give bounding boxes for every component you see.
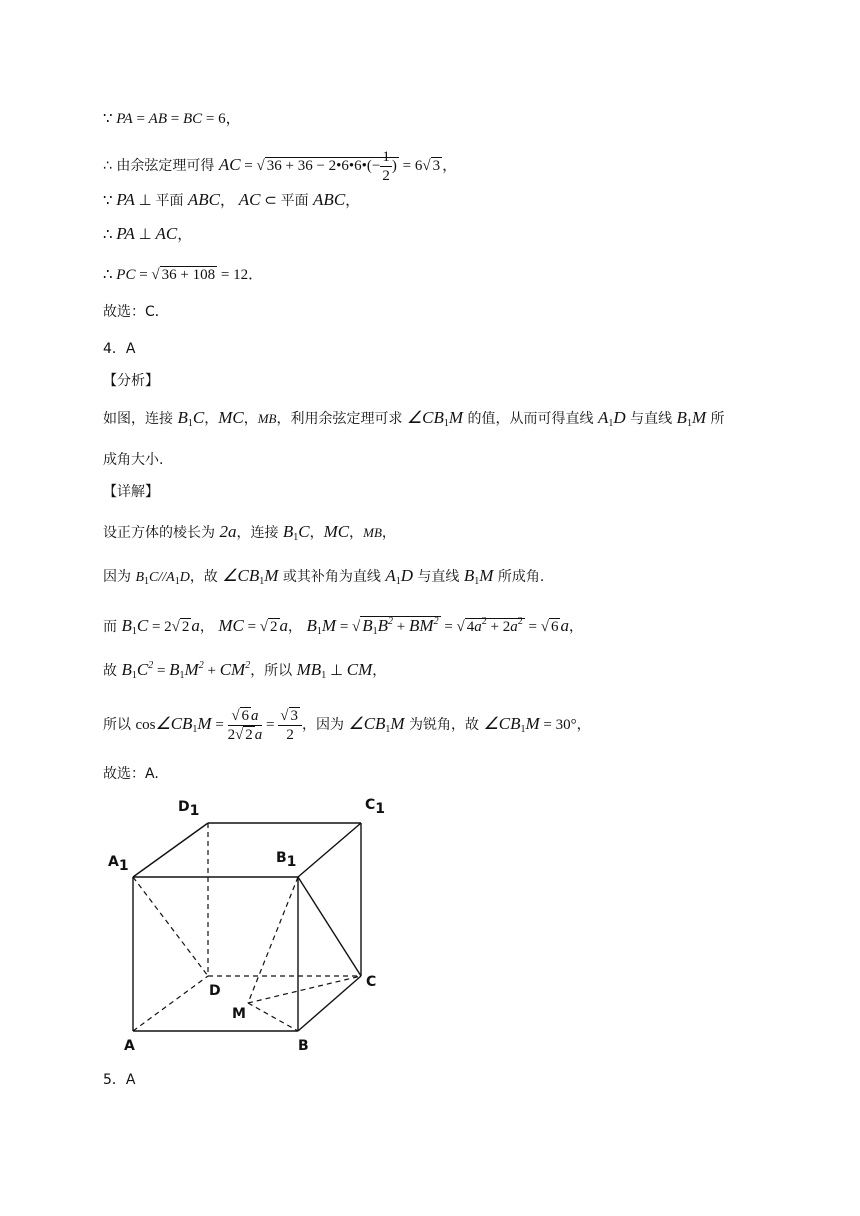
label-a1: A1 [108,854,129,874]
analysis-text-2: 成角大小. [103,452,164,468]
detail-heading: 【详解】 [103,484,159,500]
label-b: B [298,1038,309,1054]
detail-line-2: 因为 $B_1C//A_1D$，故 $\angle CB_1M$ 或其补角为直线 $A_1D$ 与直线 $B_1M$ 所成角. [103,566,545,587]
label-c1: C1 [365,797,386,817]
label-d: D [209,983,221,999]
detail-line-5: 所以 $\cos\angle CB_1M$ = $\frac{√ 6 a}{2√ 2 a}$ = $\frac{√ 3}{2}$ ，因为 $\angle CB_1M$ 为锐角，故 $\angle CB_1M = 30^\circ$， [103,707,591,743]
edge-b1-m [248,877,298,1003]
line-given-lengths: ∵ PA = AB = BC = 6， [103,111,241,127]
label-d1: D1 [178,799,200,819]
line-pa-perp-plane: ∵ PA ⊥ 平面 ABC， AC ⊂ 平面 ABC， [103,190,361,209]
edge-m-c [248,976,361,1003]
detail-line-1: 设正方体的棱长为 2a，连接 $B_1C$，MC，MB， [103,522,396,543]
detail-answer-a: 故选：A. [103,766,159,782]
line-pc-value: ∴ PC = √ 36 + 108 = 12． [103,267,264,283]
edge-b1-c [298,877,361,976]
edge-m-b [248,1003,298,1031]
detail-line-4: 故 $B_1C^2 = B_1M^2 + CM^2$，所以 $MB_1$ ⊥ CM， [103,660,387,681]
analysis-heading: 【分析】 [103,373,159,389]
label-m: M [232,1006,246,1022]
question-4-answer: 4．A [103,341,136,357]
edge-b-c [298,976,361,1031]
edge-b1-c1 [298,823,361,877]
cube-figure [100,788,400,1058]
label-b1: B1 [276,850,297,870]
edge-a1-d1 [133,823,208,877]
edge-a-d [133,976,208,1031]
label-a: A [124,1038,135,1054]
line-pa-perp-ac: ∴ PA ⊥ AC， [103,224,193,243]
question-5-answer: 5．A [103,1072,136,1088]
label-c: C [366,974,377,990]
line-cosine-law-ac: ∴ 由余弦定理可得 AC = √ 36 + 36 − 2•6•6•(− $\frac{1}{2}$ ) = 6√ 3 ， [103,149,458,184]
edge-a1-d [133,877,208,976]
detail-line-3: 而 $B_1C = 2√$ 2 a， MC = √ 2 a， $B_1M$ = √ $B_1B^2 + BM^2$ = √ $4a^2 + 2a^2$ = √ 6 a， [103,616,583,637]
analysis-text-1: 如图，连接 $B_1C$，MC，MB，利用余弦定理可求 $\angle CB_1M$ 的值，从而可得直线 $A_1D$ 与直线 $B_1M$ 所 [103,408,725,429]
line-answer-c: 故选：C． [103,304,169,320]
